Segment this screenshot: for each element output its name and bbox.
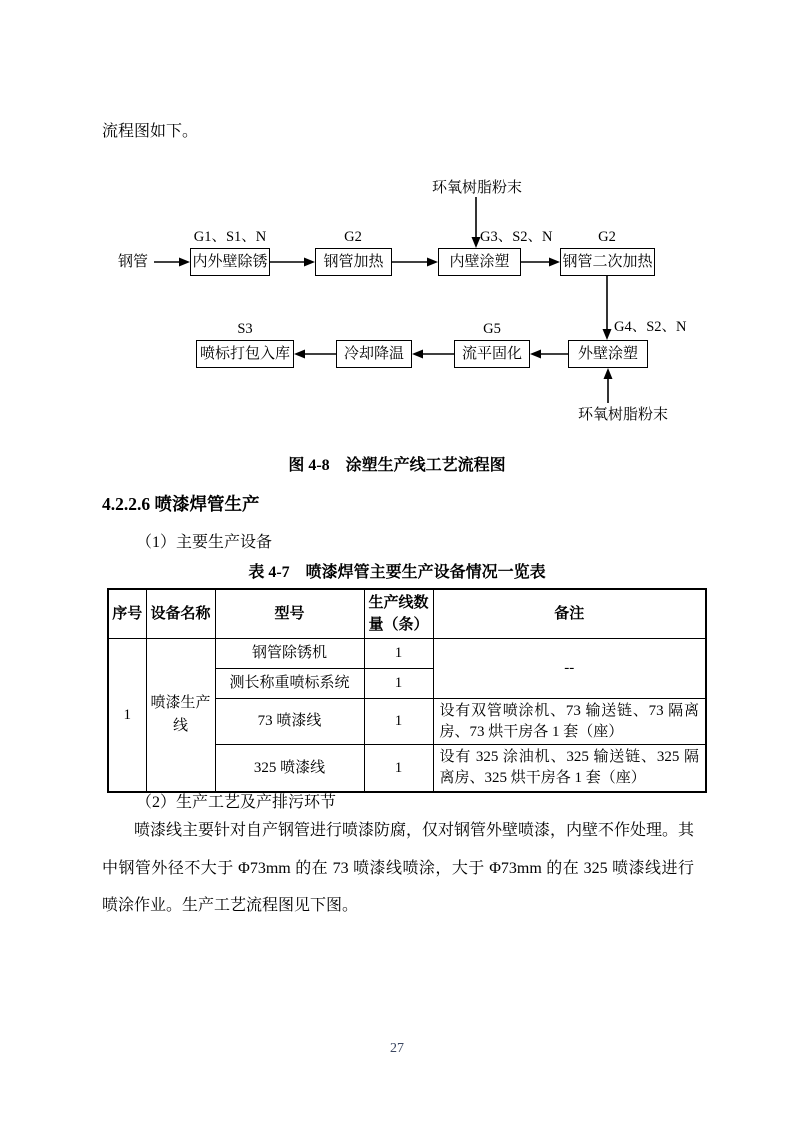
cell-count: 1 — [364, 699, 433, 745]
intro-text: 流程图如下。 — [102, 123, 199, 140]
flow-tag-g5: G5 — [483, 321, 501, 337]
cell-model: 测长称重喷标系统 — [215, 669, 364, 699]
flow-box-outer-coating: 外壁涂塑 — [568, 340, 648, 368]
flow-box-leveling-curing: 流平固化 — [454, 340, 530, 368]
cell-count: 1 — [364, 669, 433, 699]
flow-box-inner-coating: 内壁涂塑 — [438, 248, 521, 276]
cell-count: 1 — [364, 745, 433, 792]
col-header-serial: 序号 — [108, 589, 146, 639]
page-number: 27 — [390, 1041, 404, 1056]
flow-arrows-svg — [90, 175, 710, 437]
equipment-table — [107, 588, 707, 793]
flow-box-pipe-heating: 钢管加热 — [315, 248, 392, 276]
cell-model: 325 喷漆线 — [215, 745, 364, 792]
cell-remark: -- — [433, 639, 706, 699]
flow-box-second-heating: 钢管二次加热 — [560, 248, 655, 276]
cell-device-name: 喷漆生产线 — [146, 639, 215, 792]
cell-remark: 设有 325 涂油机、325 输送链、325 隔离房、325 烘干房各 1 套（座） — [433, 745, 706, 792]
list-item-1: （1）主要生产设备 — [136, 534, 273, 551]
col-header-device: 设备名称 — [146, 589, 215, 639]
table-header-row — [108, 589, 706, 639]
flow-input-label: 钢管 — [117, 254, 148, 270]
body-paragraph: 喷漆线主要针对自产钢管进行喷漆防腐，仅对钢管外壁喷漆，内壁不作处理。其中钢管外径不大于 Φ73mm 的在 73 喷漆线喷涂，大于 Φ73mm 的在 325 喷漆线进行喷涂作业。生产工艺流程图见下图。 — [102, 822, 695, 914]
flow-tag-g1s1n: G1、S1、N — [193, 229, 267, 245]
cell-remark: 设有双管喷涂机、73 输送链、73 隔离房、73 烘干房各 1 套（座） — [433, 699, 706, 745]
flow-box-marking-packing: 喷标打包入库 — [196, 340, 294, 368]
process-flowchart — [90, 175, 710, 437]
section-heading: 4.2.2.6 喷漆焊管生产 — [102, 494, 260, 514]
flow-box-cooling: 冷却降温 — [336, 340, 412, 368]
material-label-bottom: 环氧树脂粉末 — [577, 407, 668, 423]
flow-box-derust: 内外壁除锈 — [190, 248, 270, 276]
cell-model: 73 喷漆线 — [215, 699, 364, 745]
list-item-2: （2）生产工艺及产排污环节 — [136, 794, 337, 811]
flow-tag-s3: S3 — [237, 321, 253, 337]
flow-tag-g4s2n: G4、S2、N — [614, 319, 687, 335]
col-header-count: 生产线数量（条） — [364, 589, 433, 639]
table-row — [108, 639, 706, 669]
col-header-model: 型号 — [215, 589, 364, 639]
flow-tag-g2-second: G2 — [598, 229, 616, 245]
cell-serial: 1 — [108, 639, 146, 792]
col-header-remark: 备注 — [433, 589, 706, 639]
table-caption: 表 4-7 喷漆焊管主要生产设备情况一览表 — [248, 564, 546, 581]
figure-caption: 图 4-8 涂塑生产线工艺流程图 — [288, 457, 506, 474]
cell-count: 1 — [364, 639, 433, 669]
flow-tag-g2-first: G2 — [344, 229, 362, 245]
cell-model: 钢管除锈机 — [215, 639, 364, 669]
flow-tag-g3s2n: G3、S2、N — [480, 229, 553, 245]
material-label-top: 环氧树脂粉末 — [431, 180, 522, 196]
